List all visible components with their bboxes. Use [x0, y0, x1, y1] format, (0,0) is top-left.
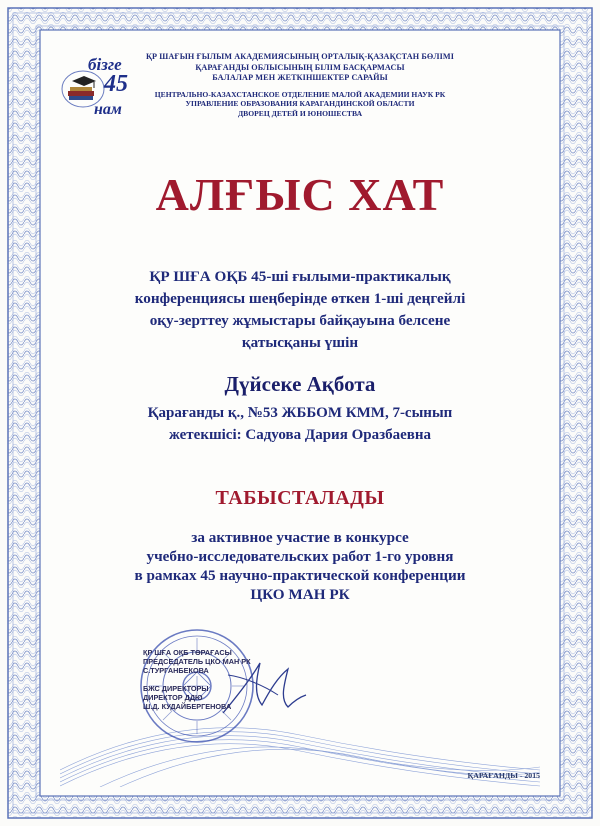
- supervisor-line: жетекшісі: Садуова Дария Оразбаевна: [168, 427, 432, 443]
- logo-number: 45: [104, 71, 128, 97]
- signatory-name: С.ТУРГАНБЕКОВА: [143, 666, 209, 675]
- reason-kz-line: конференциясы шеңберінде өткен 1-ші деңгейлі: [134, 290, 466, 307]
- reason-kz-line: оқу-зерттеу жұмыстары байқауына белсене: [149, 312, 451, 329]
- header-kz-line: ҚАРАҒАНДЫ ОБЛЫСЫНЫҢ БІЛІМ БАСҚАРМАСЫ: [195, 62, 405, 72]
- reason-kz-line: қатысқаны үшін: [241, 334, 359, 351]
- reason-kz-line: ҚР ШҒА ОҚБ 45-ші ғылыми-практикалық: [149, 268, 451, 285]
- signature-block-director: [143, 684, 231, 711]
- signatory-name: Ш.Д. КУДАЙБЕРГЕНОВА: [143, 702, 232, 711]
- school-line: Қарағанды қ., №53 ЖББОМ КММ, 7-сынып: [147, 405, 453, 421]
- reason-ru-line: учебно-исследовательских работ 1-го уровня: [146, 548, 454, 565]
- recipient-name: Дүйсеке Ақбота: [224, 372, 376, 396]
- logo-top-text: бізге: [88, 55, 122, 74]
- reason-ru-line: в рамках 45 научно-практической конференции: [134, 567, 466, 584]
- header-ru-line: УПРАВЛЕНИЕ ОБРАЗОВАНИЯ КАРАГАНДИНСКОЙ ОБЛАСТИ: [185, 99, 415, 109]
- signature-block-chairman: [143, 648, 251, 675]
- signatory-title-ru: ПРЕДСЕДАТЕЛЬ ЦКО МАН РК: [143, 657, 251, 666]
- signatory-title-kz: БЖС ДИРЕКТОРЫ: [143, 684, 209, 693]
- reason-ru-line: ЦКО МАН РК: [250, 586, 350, 603]
- recipient-school: [0, 402, 600, 446]
- signatory-title-kz: ҚР ШҒА ОҚБ ТӨРАҒАСЫ: [143, 648, 232, 657]
- header-ru-line: ДВОРЕЦ ДЕТЕЙ И ЮНОШЕСТВА: [237, 108, 363, 118]
- header-kz-line: ҚР ШАҒЫН ҒЫЛЫМ АКАДЕМИЯСЫНЫҢ ОРТАЛЫҚ-ҚАЗАҚСТАН БӨЛІМІ: [146, 52, 454, 61]
- logo-bottom-text: нам: [94, 101, 122, 118]
- header-russian: [0, 90, 600, 118]
- header-kz-line: БАЛАЛАР МЕН ЖЕТКІНШЕКТЕР САРАЙЫ: [212, 73, 388, 82]
- certificate-title: АЛҒЫС ХАТ: [155, 169, 445, 220]
- reason-kazakh: [0, 266, 600, 354]
- header-ru-line: ЦЕНТРАЛЬНО-КАЗАХСТАНСКОЕ ОТДЕЛЕНИЕ МАЛОЙ АКАДЕМИИ НАУК РК: [154, 90, 446, 99]
- reason-ru-line: за активное участие в конкурсе: [191, 529, 409, 546]
- signatory-title-ru: ДИРЕКТОР ДДЮ: [143, 693, 203, 702]
- header-kazakh: [0, 52, 600, 84]
- awarded-heading: ТАБЫСТАЛАДЫ: [215, 487, 385, 509]
- reason-russian: [0, 528, 600, 604]
- place-and-year: ҚАРАҒАНДЫ - 2015: [467, 771, 540, 780]
